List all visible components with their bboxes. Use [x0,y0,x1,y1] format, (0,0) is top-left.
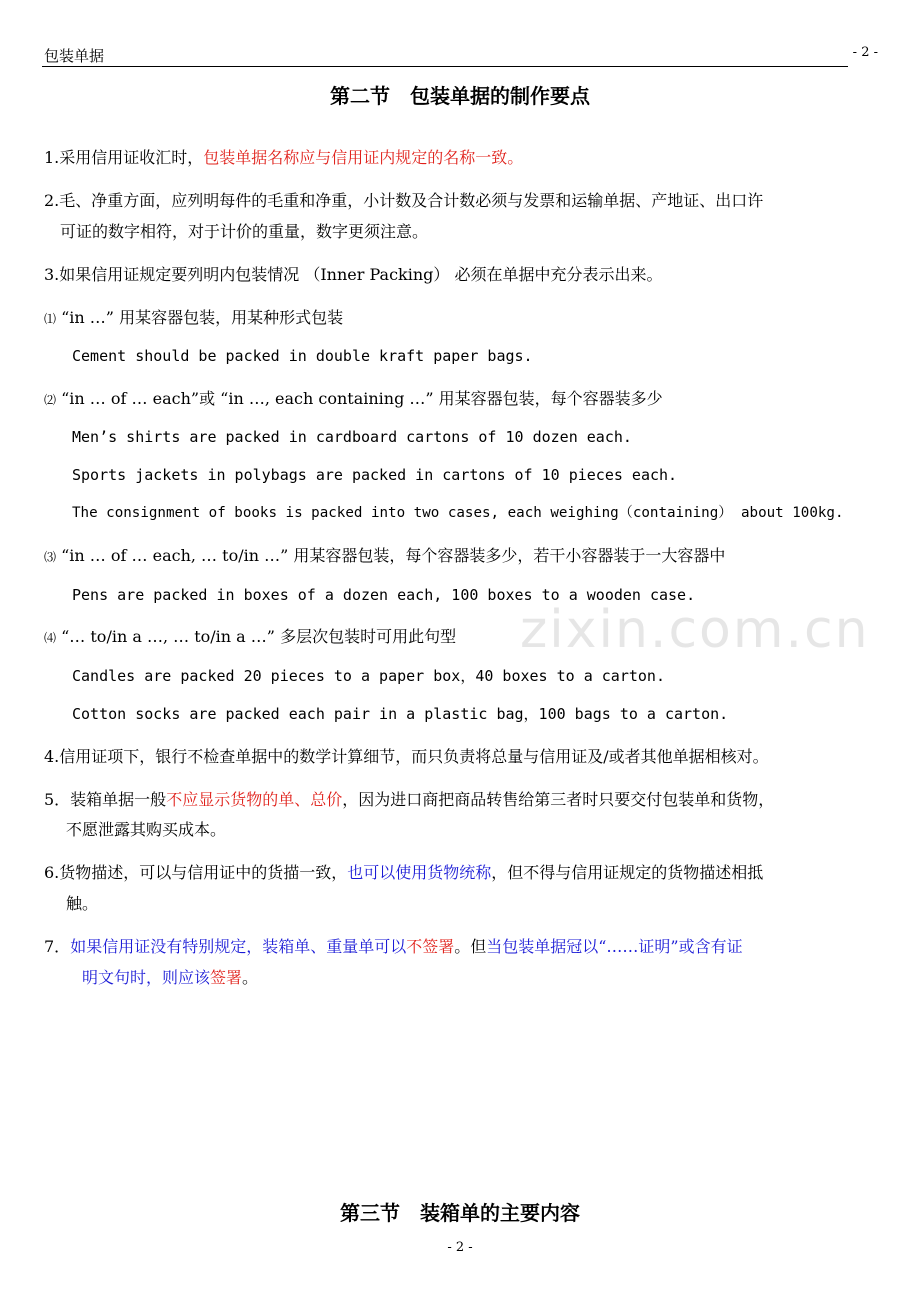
sub-item-4 [44,622,456,653]
item-3: 3.如果信用证规定要列明内包装情况 （Inner Packing） 必须在单据中充分表示出来。 [44,265,663,284]
sub-item-1-text: “in …” 用某容器包装，用某种形式包装 [61,308,344,327]
sub-item-1 [44,303,343,334]
item-4: 4.信用证项下，银行不检查单据中的数学计算细节，而只负责将总量与信用证及/或者其他单据相核对。 [44,747,769,766]
header-divider [42,66,848,67]
sub-item-3 [44,541,725,572]
sub-item-2-example-2: Sports jackets in polybags are packed in cartons of 10 pieces each. [72,466,678,484]
header-title: 包装单据 [44,47,105,65]
item-6-line-2: 触。 [66,894,99,913]
sub-item-4-example-2: Cotton socks are packed each pair in a plastic bag，100 bags to a carton. [72,705,729,723]
item-5-text-c: ，因为进口商把商品转售给第三者时只要交付包装单和货物， [342,790,775,809]
item-5-line-2: 不愿泄露其购买成本。 [66,820,227,839]
item-7-number: 7． [44,937,71,956]
sub-item-4-example-1: Candles are packed 20 pieces to a paper box，40 boxes to a carton. [72,667,665,685]
item-7-line-1 [44,932,743,962]
sub-item-1-example-1: Cement should be packed in double kraft paper bags. [72,347,533,365]
sub-item-1-number: ⑴ [44,312,57,326]
section-2-title: 第二节 包装单据的制作要点 [330,84,590,108]
item-1-text: 1.采用信用证收汇时， [44,148,204,167]
item-7-blue-a: 如果信用证没有特别规定，装箱单、重量单可以 [70,937,407,956]
watermark: zixin.com.cn [520,600,870,660]
item-2-line-1: 2.毛、净重方面，应列明每件的毛重和净重，小计数及合计数必须与发票和运输单据、产地证、出口许 [44,191,764,210]
item-7-blue-b: 当包装单据冠以“……证明”或含有证 [486,937,743,956]
item-2-line-2: 可证的数字相符，对于计价的重量，数字更须注意。 [60,222,429,241]
sub-item-3-text: “in … of … each, … to/in …” 用某容器包装，每个容器装多少，若干小容器装于一大容器中 [61,546,726,565]
item-7-blue-c: 明文句时，则应该 [82,968,211,987]
sub-item-2 [44,384,663,415]
sub-item-3-example-1: Pens are packed in boxes of a dozen each, 100 boxes to a wooden case. [72,586,696,604]
item-6-text-c: ，但不得与信用证规定的货物描述相抵 [491,863,764,882]
sub-item-4-number: ⑷ [44,631,57,645]
item-6-highlight: 也可以使用货物统称 [347,863,492,882]
item-1-highlight: 包装单据名称应与信用证内规定的名称一致。 [203,148,524,167]
sub-item-2-example-3: The consignment of books is packed into two cases, each weighing（containing） about 100kg. [72,505,844,521]
item-1 [44,143,523,173]
item-7-red-a: 不签署 [406,937,455,956]
sub-item-3-number: ⑶ [44,550,57,564]
item-6-line-1 [44,858,763,888]
footer-page-number: - 2 - [447,1240,473,1255]
item-7-line-2 [82,963,258,993]
item-7-text-d: 。但 [454,937,487,956]
header-page-number: - 2 - [852,45,878,60]
item-5-highlight: 不应显示货物的单、总价 [166,790,343,809]
sub-item-4-text: “… to/in a …, … to/in a …” 多层次包装时可用此句型 [61,627,457,646]
item-7-text-h: 。 [242,968,259,987]
item-6-text-a: 6.货物描述，可以与信用证中的货描一致， [44,863,348,882]
sub-item-2-example-1: Men’s shirts are packed in cardboard cartons of 10 dozen each. [72,428,632,446]
item-5-line-1 [44,785,774,815]
item-7-red-b: 签署 [210,968,243,987]
sub-item-2-text: “in … of … each”或 “in …, each containing …” 用某容器包装，每个容器装多少 [61,389,663,408]
sub-item-2-number: ⑵ [44,393,57,407]
section-3-title: 第三节 装箱单的主要内容 [340,1201,580,1225]
item-5-text-a: 5．装箱单据一般 [44,790,167,809]
